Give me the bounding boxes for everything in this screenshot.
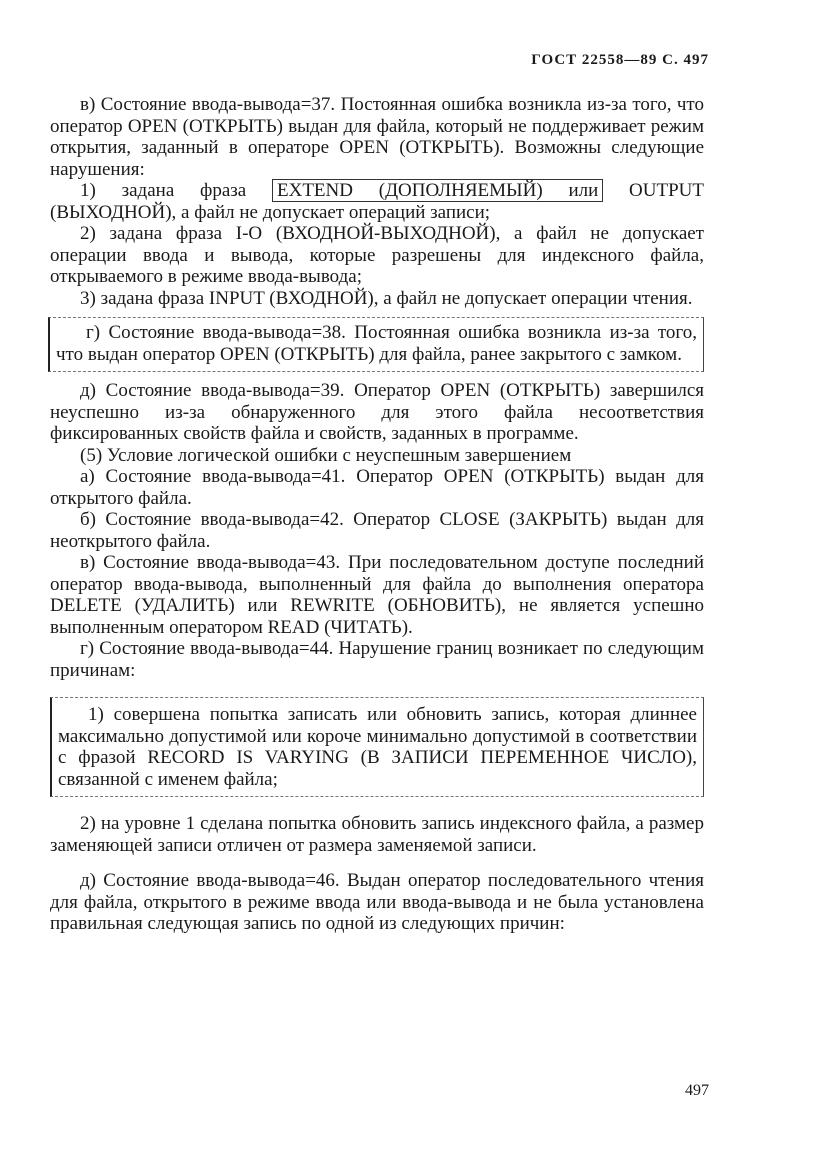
paragraph-boundary-1: 1) совершена попытка записать или обновить запись, которая длиннее максимально допустимой или короче минимально допустимой в соответствии с фразой RECORD IS VARYING (В ЗАПИСИ ПЕРЕМЕННОЕ ЧИСЛО), связанной с именем файла; — [58, 704, 697, 790]
violation-1-lead: 1) задана фраза — [80, 180, 247, 201]
paragraph-boundary-2: 2) на уровне 1 сделана попытка обновить запись индексного файла, а размер заменяющей записи отличен от размера заменяемой записи. — [50, 813, 704, 856]
page-number: 497 — [685, 1082, 709, 1099]
paragraph-status-43: в) Состояние ввода-вывода=43. При последовательном доступе последний оператор ввода-вывода, выполненный для файла до выполнения оператора DELETE (УДАЛИТЬ) или REWRITE (ОБНОВИТЬ), не является успешно выполненным оператором READ (ЧИТАТЬ). — [50, 552, 704, 638]
paragraph-status-37: в) Состояние ввода-вывода=37. Постоянная ошибка возникла из-за того, что оператор OPEN (ОТКРЫТЬ) выдан для файла, который не поддерживает режим открытия, заданный в операторе OPEN (ОТКРЫТЬ). Возможны следующие нарушения: — [50, 94, 704, 180]
page-header: ГОСТ 22558—89 С. 497 — [531, 52, 709, 68]
paragraph-status-42: б) Состояние ввода-вывода=42. Оператор CLOSE (ЗАКРЫТЬ) выдан для неоткрытого файла. — [50, 509, 704, 552]
paragraph-violation-3: 3) задана фраза INPUT (ВХОДНОЙ), а файл не допускает операции чтения. — [80, 287, 693, 309]
paragraph-status-46: д) Состояние ввода-вывода=46. Выдан оператор последовательного чтения для файла, открытого в режиме ввода или ввода-вывода и не была установлена правильная следующая запись по одной из следующих причин: — [50, 870, 704, 934]
paragraph-status-39: д) Состояние ввода-вывода=39. Оператор OPEN (ОТКРЫТЬ) завершился неуспешно из-за обнаруженного для этого файла несоответствия фиксированных свойств файла и свойств, заданных в программе. — [50, 380, 704, 444]
section-heading-logic-error: (5) Условие логической ошибки с неуспешным завершением — [80, 444, 572, 466]
boxed-section-status-38 — [48, 317, 704, 372]
document-body — [50, 94, 704, 935]
paragraph-status-38: г) Состояние ввода-вывода=38. Постоянная ошибка возникла из-за того, что выдан оператор OPEN (ОТКРЫТЬ) для файла, ранее закрытого с замком. — [56, 322, 697, 365]
boxed-section-boundary-1 — [50, 697, 704, 797]
paragraph-violation-1 — [50, 180, 704, 223]
paragraph-status-41: а) Состояние ввода-вывода=41. Оператор OPEN (ОТКРЫТЬ) выдан для открытого файла. — [50, 466, 704, 509]
paragraph-status-44: г) Состояние ввода-вывода=44. Нарушение границ возникает по следующим причинам: — [50, 638, 704, 681]
inline-boxed-phrase: EXTEND (ДОПОЛНЯЕМЫЙ) или — [272, 179, 603, 202]
violation-1-tail: OUTPUT (ВЫХОДНОЙ), а файл не допускает операций записи; — [50, 180, 704, 223]
paragraph-violation-2: 2) задана фраза I-O (ВХОДНОЙ-ВЫХОДНОЙ), а файл не допускает операции ввода и вывода, которые разрешены для индексного файла, открываемого в режиме ввода-вывода; — [50, 223, 704, 287]
paragraph-spacer — [50, 856, 704, 870]
